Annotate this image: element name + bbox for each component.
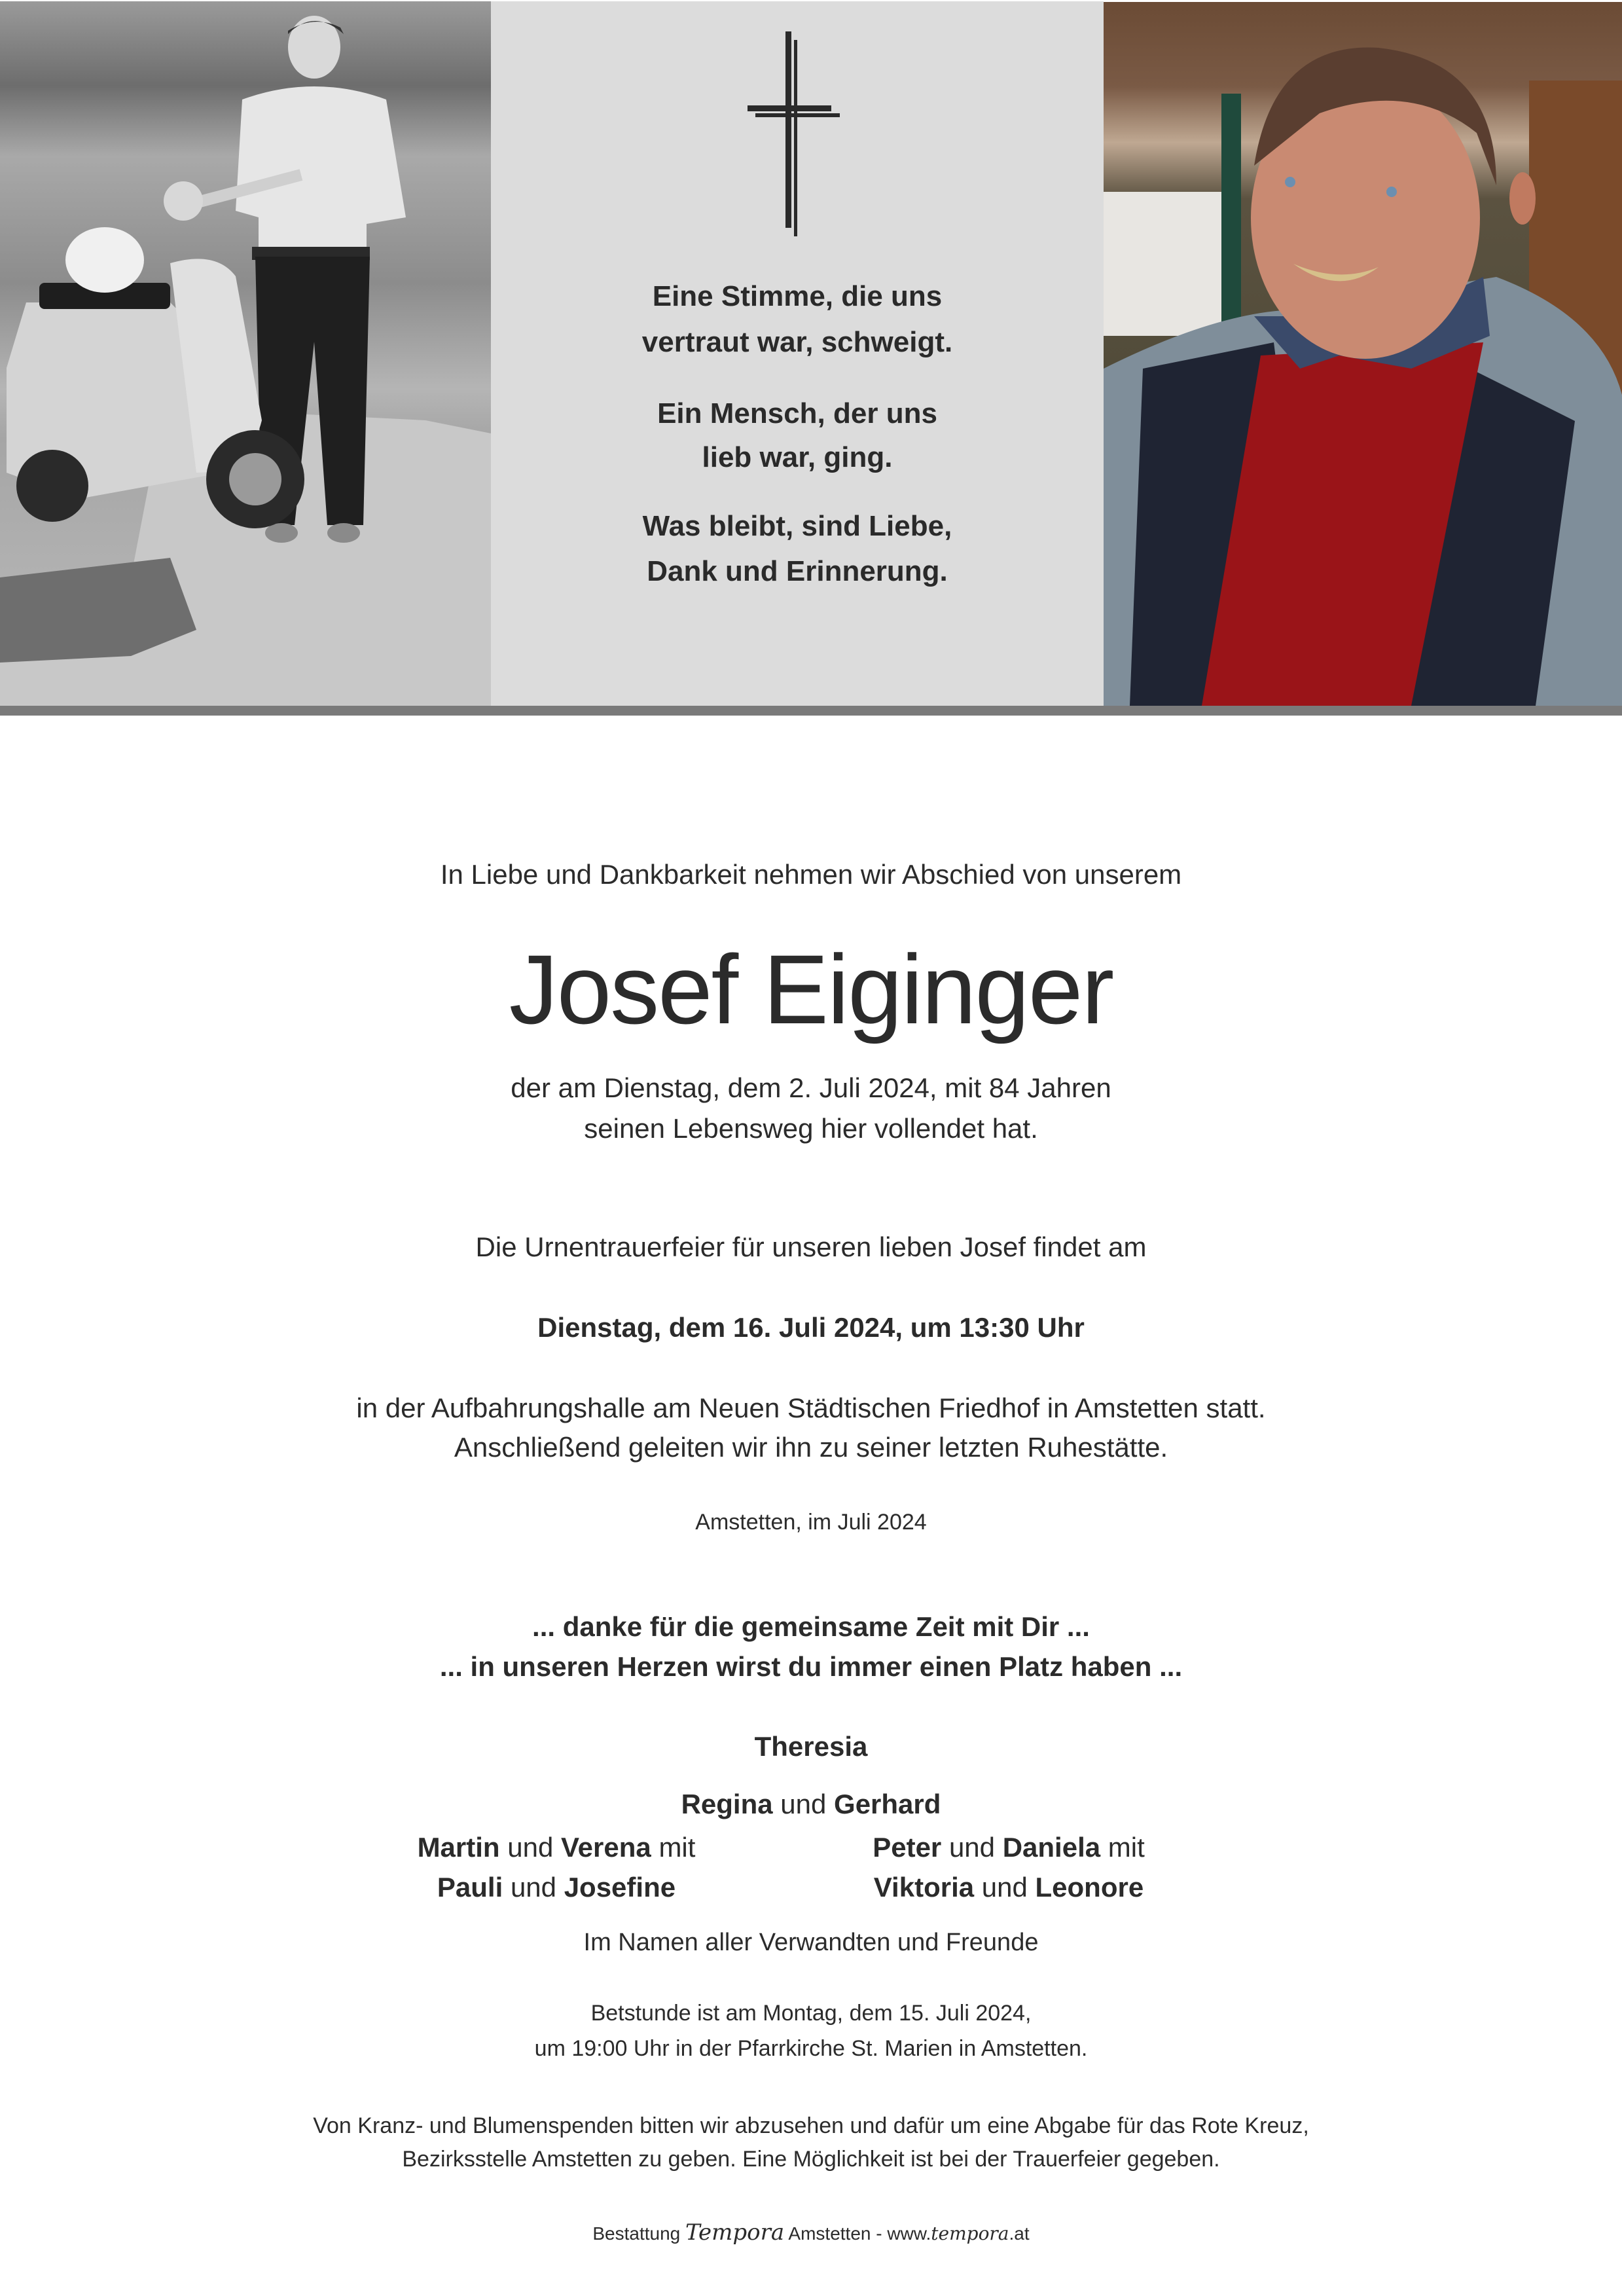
family-name: Gerhard: [834, 1789, 941, 1819]
verse-line: vertraut war, schweigt.: [641, 326, 953, 358]
ceremony-datetime: Dienstag, dem 16. Juli 2024, um 13:30 Uhr: [537, 1312, 1085, 1343]
photo-man-with-scooter: [0, 1, 491, 706]
footer-brand: Tempora: [685, 2219, 785, 2246]
funeral-home-footer: [0, 2219, 1622, 2246]
verse-line: Eine Stimme, die uns: [652, 280, 943, 312]
ceremony-location: Anschließend geleiten wir ihn zu seiner letzten Ruhestätte.: [454, 1432, 1168, 1463]
deceased-name: Josef Eiginger: [509, 934, 1113, 1044]
verse-line: Was bleibt, sind Liebe,: [642, 510, 952, 542]
footer-prefix: Bestattung: [592, 2223, 681, 2244]
ceremony-location: in der Aufbahrungshalle am Neuen Städtischen Friedhof in Amstetten statt.: [356, 1393, 1266, 1423]
donation-line: Bezirksstelle Amstetten zu geben. Eine Möglichkeit ist bei der Trauerfeier gegeben.: [402, 2147, 1220, 2172]
prayer-line: Betstunde ist am Montag, dem 15. Juli 2024,: [590, 2001, 1032, 2026]
verse-line: Dank und Erinnerung.: [647, 555, 948, 587]
header-band: [0, 0, 1622, 716]
family-connector: und: [510, 1872, 557, 1903]
farewell-line: ... in unseren Herzen wirst du immer einen Platz haben ...: [439, 1651, 1183, 1682]
family-name: Josefine: [564, 1872, 676, 1903]
family-name: Pauli: [437, 1872, 503, 1903]
family-connector: mit: [658, 1832, 696, 1863]
family-left-line2: [393, 1872, 720, 1903]
prayer-line: um 19:00 Uhr in der Pfarrkirche St. Marien in Amstetten.: [534, 2036, 1088, 2061]
portrait-illustration: [1104, 2, 1622, 706]
verse-line: lieb war, ging.: [702, 441, 893, 473]
header-divider: [0, 706, 1622, 716]
scooter-photo-illustration: [0, 1, 491, 706]
family-name: Viktoria: [873, 1872, 975, 1903]
family-connector: und: [981, 1872, 1028, 1903]
farewell-line: ... danke für die gemeinsame Zeit mit Dir ...: [532, 1611, 1090, 1642]
family-closing: Im Namen aller Verwandten und Freunde: [583, 1929, 1039, 1956]
family-right-line1: [845, 1832, 1172, 1863]
ceremony-intro: Die Urnentrauerfeier für unseren lieben Josef findet am: [475, 1231, 1147, 1262]
family-name: Verena: [560, 1832, 651, 1863]
family-right-line2: [845, 1872, 1172, 1903]
family-name: Martin: [417, 1832, 500, 1863]
family-connector: und: [507, 1832, 554, 1863]
intro-text: In Liebe und Dankbarkeit nehmen wir Abschied von unserem: [440, 859, 1182, 890]
death-info-line: seinen Lebensweg hier vollendet hat.: [584, 1113, 1038, 1144]
place-date: Amstetten, im Juli 2024: [695, 1510, 927, 1535]
footer-tld: .at: [1009, 2223, 1030, 2244]
family-left-line1: [393, 1832, 720, 1863]
death-info-line: der am Dienstag, dem 2. Juli 2024, mit 84 Jahren: [511, 1072, 1111, 1103]
family-children-row: [0, 1789, 1622, 1820]
portrait-photo: [1104, 2, 1622, 706]
donation-line: Von Kranz- und Blumenspenden bitten wir abzusehen und dafür um eine Abgabe für das Rote Kreuz,: [313, 2113, 1309, 2138]
family-connector: und: [948, 1832, 996, 1863]
family-spouse: Theresia: [754, 1731, 868, 1762]
family-name: Daniela: [1002, 1832, 1101, 1863]
verse-line: Ein Mensch, der uns: [657, 397, 937, 429]
family-name: Peter: [873, 1832, 942, 1863]
family-name: Leonore: [1035, 1872, 1144, 1903]
family-connector: mit: [1108, 1832, 1145, 1863]
family-name: Regina: [681, 1789, 773, 1819]
footer-city: Amstetten - www.: [788, 2223, 931, 2244]
footer-domain: tempora: [931, 2223, 1009, 2244]
family-connector: und: [780, 1789, 827, 1819]
